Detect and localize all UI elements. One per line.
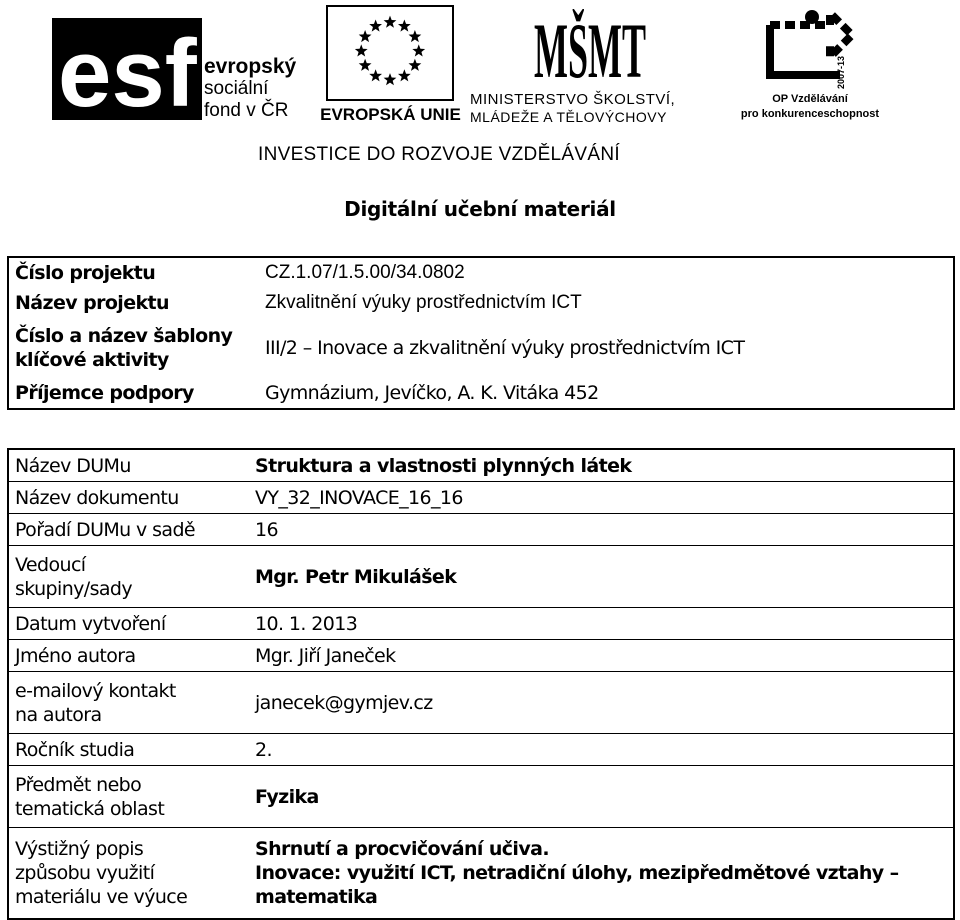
vedouci-label: [8, 546, 249, 608]
datum-value: 10. 1. 2013: [249, 608, 954, 640]
eu-label: EVROPSKÁ UNIE: [320, 105, 461, 124]
email-value[interactable]: janecek@gymjev.cz: [249, 672, 954, 734]
datum-label: Datum vytvoření: [8, 608, 249, 640]
table-row: [8, 449, 954, 482]
popis-value-line2: Inovace: využití ICT, netradiční úlohy, mezipředmětové vztahy –: [255, 862, 899, 884]
table-row: [8, 608, 954, 640]
eu-star-icon: [384, 16, 397, 28]
vedouci-label-line1: Vedoucí: [15, 553, 86, 576]
popis-value: [249, 828, 954, 920]
cislo-projektu-value: CZ.1.07/1.5.00/34.0802: [265, 262, 465, 283]
op-line1: OP Vzdělávání: [772, 93, 848, 105]
msmt-mark-text: MŠMT: [534, 7, 646, 94]
eu-star-icon: [412, 44, 425, 56]
popis-value-line1: Shrnutí a procvičování učiva.: [255, 838, 549, 860]
email-label: [8, 672, 249, 734]
predmet-label: [8, 766, 249, 828]
table-row: [8, 734, 954, 766]
prijemce-value: Gymnázium, Jevíčko, A. K. Vitáka 452: [265, 382, 599, 404]
sablona-label-line2: klíčové aktivity: [15, 349, 169, 371]
table-row: [8, 546, 954, 608]
nazev-dumu-value: Struktura a vlastnosti plynných látek: [249, 449, 954, 482]
poradi-label: Pořadí DUMu v sadě: [8, 514, 249, 546]
sablona-label-line1: Číslo a název šablony: [15, 325, 233, 347]
dum-table: [7, 448, 955, 920]
eu-flag-icon: [326, 5, 454, 101]
esf-line3: fond v ČR: [204, 100, 289, 121]
nazev-dokumentu-label: Název dokumentu: [8, 482, 249, 514]
vedouci-value: Mgr. Petr Mikulášek: [249, 546, 954, 608]
sablona-value: III/2 – Inovace a zkvalitnění výuky prostřednictvím ICT: [265, 337, 745, 359]
eu-star-icon: [359, 59, 372, 71]
document-title: Digitální učební materiál: [344, 197, 616, 221]
esf-wordmark: [204, 56, 296, 122]
rocnik-value: 2.: [249, 734, 954, 766]
nazev-dokumentu-value: VY_32_INOVACE_16_16: [249, 482, 954, 514]
eu-star-icon: [355, 44, 368, 56]
table-row: [8, 828, 954, 920]
popis-label-line3: materiálu ve výuce: [15, 886, 188, 908]
email-label-line2: na autora: [15, 703, 102, 726]
predmet-label-line1: Předmět nebo: [15, 773, 142, 796]
esf-logo: [52, 18, 314, 127]
op-logo: [730, 5, 910, 125]
eu-logo: [318, 5, 463, 127]
eu-star-icon: [398, 69, 411, 81]
table-row: [8, 378, 954, 409]
msmt-line1: MINISTERSTVO ŠKOLSTVÍ,: [470, 91, 676, 108]
popis-label-line1: Výstižný popis: [15, 838, 144, 860]
vedouci-label-line2: skupiny/sady: [15, 577, 133, 600]
op-badge-text: 2007-13: [836, 55, 846, 89]
project-table: [7, 256, 955, 410]
table-row: [8, 482, 954, 514]
popis-label: [8, 828, 249, 920]
table-row: [8, 514, 954, 546]
msmt-line2: MLÁDEŽE A TĚLOVÝCHOVY: [470, 109, 667, 125]
esf-mark-icon: [52, 18, 202, 127]
predmet-value: Fyzika: [249, 766, 954, 828]
autor-value: Mgr. Jiří Janeček: [249, 640, 954, 672]
eu-star-icon: [398, 19, 411, 31]
eu-star-icon: [384, 73, 397, 85]
logo-band: [0, 0, 960, 140]
msmt-logo: [470, 5, 725, 125]
eu-star-icon: [409, 30, 422, 42]
eu-star-icon: [409, 59, 422, 71]
table-row: [8, 318, 954, 378]
table-row: [8, 288, 954, 318]
autor-label: Jméno autora: [8, 640, 249, 672]
op-line2: pro konkurenceschopnost: [740, 108, 880, 120]
rocnik-label: Ročník studia: [8, 734, 249, 766]
table-row: [8, 640, 954, 672]
popis-label-line2: způsobu využití: [15, 862, 155, 884]
nazev-dumu-label: Název DUMu: [8, 449, 249, 482]
esf-mark-text: esf: [58, 20, 197, 127]
table-row: [8, 766, 954, 828]
eu-star-icon: [369, 69, 382, 81]
poradi-value: 16: [249, 514, 954, 546]
investice-slogan: INVESTICE DO ROZVOJE VZDĚLÁVÁNÍ: [258, 144, 620, 165]
eu-star-icon: [369, 19, 382, 31]
cislo-projektu-label: Číslo projektu: [15, 262, 156, 284]
msmt-mark-icon: [530, 5, 650, 94]
table-row: [8, 672, 954, 734]
esf-line2: sociální: [204, 78, 269, 99]
table-row: [8, 257, 954, 288]
nazev-projektu-value: Zkvalitnění výuky prostřednictvím ICT: [265, 292, 582, 313]
email-label-line1: e-mailový kontakt: [15, 679, 176, 702]
predmet-label-line2: tematická oblast: [15, 797, 165, 820]
op-arrows-icon: [760, 5, 860, 93]
eu-star-icon: [359, 30, 372, 42]
sablona-label: [8, 318, 259, 378]
nazev-projektu-label: Název projektu: [15, 292, 169, 314]
popis-value-line3: matematika: [255, 886, 378, 908]
prijemce-label: Příjemce podpory: [15, 382, 194, 404]
esf-line1: evropský: [204, 55, 297, 78]
